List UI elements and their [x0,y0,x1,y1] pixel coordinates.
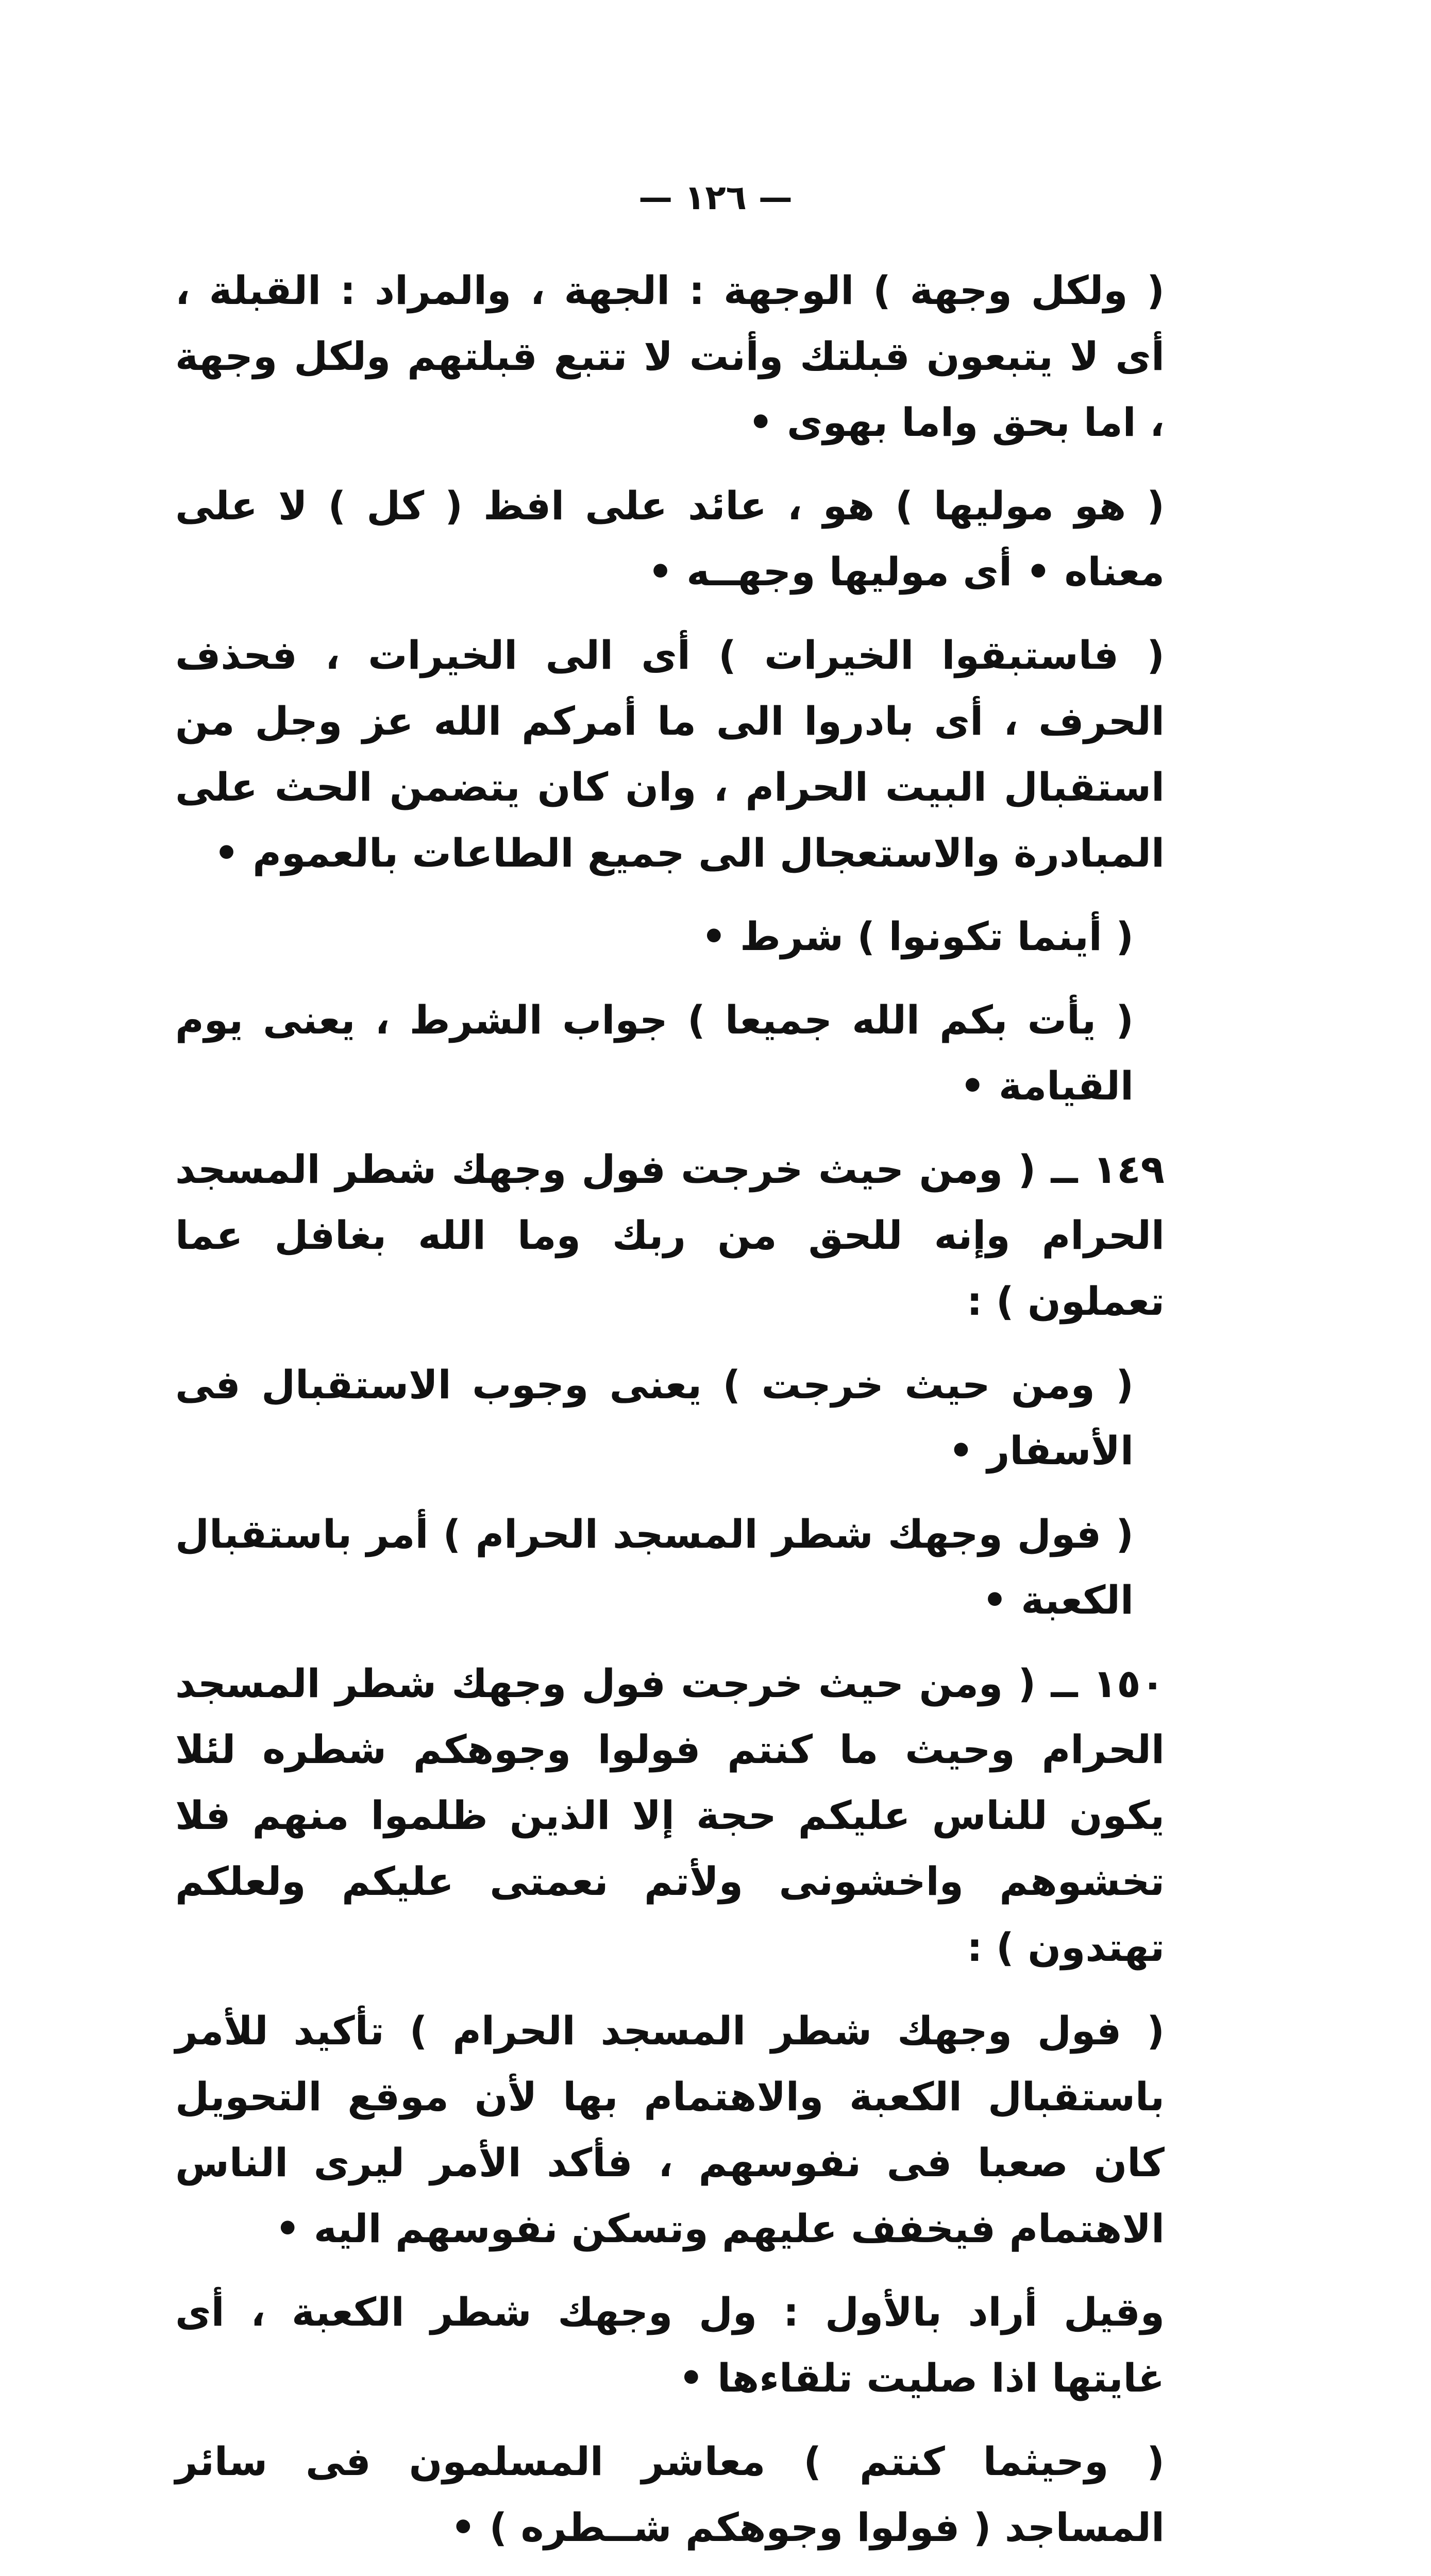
paragraph-verse-149: ١٤٩ ــ ( ومن حيث خرجت فول وجهك شطر المسجد الحرام وإنه للحق من ربك وما الله بغافل عما تعملون ) : [175,1146,1165,1324]
paragraph-2: ( هو موليها ) هو ، عائد على افظ ( كل ) لا على معناه • أى موليها وجهــه • [175,483,1165,595]
paragraph-5: ( يأت بكم الله جميعا ) جواب الشرط ، يعنى يوم القيامة • [175,997,1134,1109]
paragraph-11: وقيل أراد بالأول : ول وجهك شطر الكعبة ، أى غايتها اذا صليت تلقاءها • [175,2289,1165,2401]
page-number: — ١٢٦ — [638,178,793,217]
paragraph-verse-150: ١٥٠ ــ ( ومن حيث خرجت فول وجهك شطر المسجد الحرام وحيث ما كنتم فولوا وجوهكم شطره لئلا يكون للناس عليكم حجة إلا الذين ظلموا منهم فلا تخشوهم واخشونى ولأتم نعمتى عليكم ولعلكم تهتدون ) : [175,1660,1165,1970]
paragraph-4: ( أينما تكونوا ) شرط • [701,913,1134,959]
paragraph-8: ( فول وجهك شطر المسجد الحرام ) أمر باستقبال الكعبة • [175,1511,1134,1623]
paragraph-3: ( فاستبقوا الخيرات ) أى الى الخيرات ، فحذف الحرف ، أى بادروا الى ما أمركم الله عز وجل من استقبال البيت الحرام ، وان كان يتضمن الحث على المبادرة والاستعجال الى جميع الطاعات بالعموم • [175,632,1165,876]
page-body [175,258,1165,2576]
paragraph-12: ( وحيثما كنتم ) معاشر المسلمون فى سائر المساجد ( فولوا وجوهكم شــطره ) • [175,2438,1165,2550]
paragraph-10: ( فول وجهك شطر المسجد الحرام ) تأكيد للأمر باستقبال الكعبة والاهتمام بها لأن موقع التحويل كان صعبا فى نفوسهم ، فأكد الأمر ليرى الناس الاهتمام فيخفف عليهم وتسكن نفوسهم اليه • [175,2008,1165,2251]
paragraph-1: ( ولكل وجهة ) الوجهة : الجهة ، والمراد : القبلة ، أى لا يتبعون قبلتك وأنت لا تتبع قبلتهم ولكل وجهة ، اما بحق واما بهوى • [175,267,1165,445]
paragraph-7: ( ومن حيث خرجت ) يعنى وجوب الاستقبال فى الأسفار • [175,1362,1134,1473]
